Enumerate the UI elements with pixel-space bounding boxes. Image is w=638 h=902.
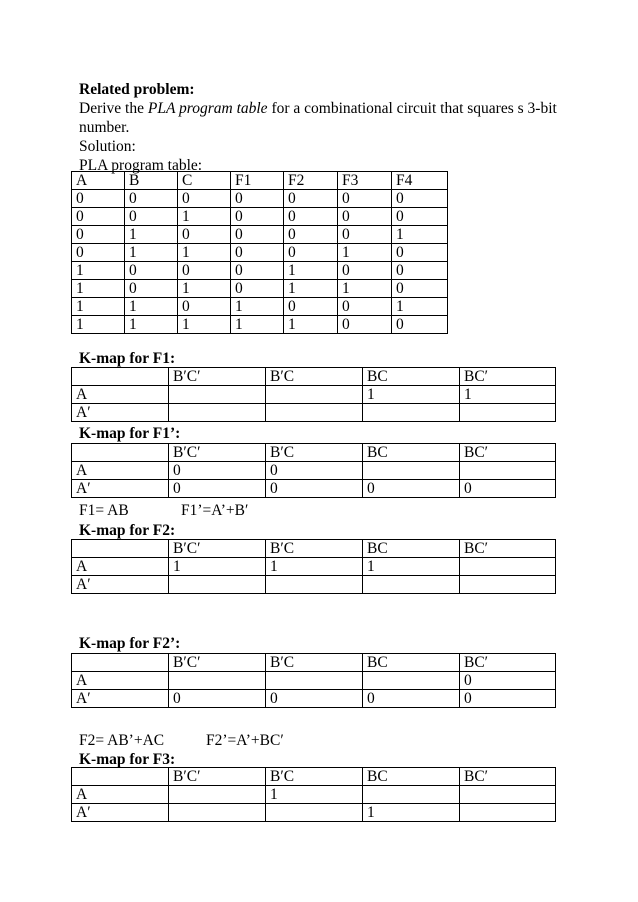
table-cell: 1	[72, 280, 125, 298]
equation-f1-complement: F1’=A’+B′	[181, 502, 249, 519]
kmap-row	[72, 462, 556, 480]
kmap-column-header: BC	[363, 368, 460, 386]
kmap-row-label: A	[72, 386, 169, 404]
kmap-row-label: A	[72, 786, 169, 804]
kmap-row	[72, 386, 556, 404]
table-cell: 1	[125, 244, 178, 262]
kmap-row	[72, 404, 556, 422]
table-cell: 0	[392, 262, 448, 280]
pla-table-label: PLA program table:	[79, 157, 203, 174]
kmap-row	[72, 672, 556, 690]
table-header-row	[72, 172, 448, 190]
table-cell: 0	[231, 226, 284, 244]
kmap-f2-title: K-map for F2:	[79, 522, 176, 539]
table-cell: 1	[338, 244, 392, 262]
kmap-row-label: A	[72, 462, 169, 480]
table-cell: 0	[338, 298, 392, 316]
table-cell: 0	[392, 244, 448, 262]
table-cell: 1	[392, 226, 448, 244]
kmap-column-header	[72, 540, 169, 558]
table-cell: 0	[392, 280, 448, 298]
table-cell: 0	[231, 280, 284, 298]
table-row	[72, 316, 448, 334]
kmap-cell	[169, 576, 266, 594]
column-header: F2	[284, 172, 338, 190]
kmap-cell: 1	[266, 558, 363, 576]
kmap-row	[72, 558, 556, 576]
kmap-cell	[363, 462, 460, 480]
kmap-cell	[169, 786, 266, 804]
table-cell: 1	[72, 298, 125, 316]
kmap-cell: 0	[363, 690, 460, 708]
kmap-cell	[363, 576, 460, 594]
kmap-f2-complement-title: K-map for F2’:	[79, 635, 181, 652]
kmap-cell	[266, 804, 363, 822]
kmap-cell: 0	[169, 462, 266, 480]
kmap-column-header: B′C′	[169, 654, 266, 672]
table-cell: 0	[284, 298, 338, 316]
table-row	[72, 208, 448, 226]
table-cell: 0	[338, 226, 392, 244]
kmap-row-label: A	[72, 558, 169, 576]
column-header: C	[178, 172, 231, 190]
kmap-cell	[363, 786, 460, 804]
equation-f2-complement: F2’=A’+BC′	[206, 732, 284, 749]
kmap-column-header: BC′	[460, 654, 556, 672]
kmap-f3-table	[71, 767, 556, 822]
kmap-cell: 0	[363, 480, 460, 498]
table-cell: 0	[125, 190, 178, 208]
kmap-cell	[266, 404, 363, 422]
kmap-cell: 0	[169, 480, 266, 498]
kmap-cell	[266, 576, 363, 594]
problem-text-emphasis: PLA program table	[147, 100, 268, 117]
kmap-header-row	[72, 654, 556, 672]
table-cell: 0	[392, 208, 448, 226]
kmap-header-row	[72, 540, 556, 558]
problem-statement-line2: number.	[79, 119, 130, 136]
equation-f1: F1= AB	[79, 502, 129, 519]
table-cell: 0	[72, 244, 125, 262]
table-cell: 0	[284, 208, 338, 226]
kmap-cell	[460, 576, 556, 594]
kmap-cell	[169, 404, 266, 422]
table-cell: 0	[72, 226, 125, 244]
table-cell: 1	[125, 316, 178, 334]
table-cell: 1	[231, 298, 284, 316]
kmap-row	[72, 786, 556, 804]
table-cell: 0	[178, 226, 231, 244]
kmap-cell: 0	[460, 690, 556, 708]
table-cell: 0	[125, 280, 178, 298]
kmap-column-header: BC′	[460, 768, 556, 786]
table-row	[72, 280, 448, 298]
table-cell: 1	[231, 316, 284, 334]
column-header: F1	[231, 172, 284, 190]
table-cell: 0	[284, 226, 338, 244]
table-cell: 1	[125, 226, 178, 244]
kmap-cell: 0	[266, 462, 363, 480]
kmap-column-header: B′C	[266, 654, 363, 672]
table-cell: 0	[178, 262, 231, 280]
kmap-cell	[363, 672, 460, 690]
table-row	[72, 244, 448, 262]
table-cell: 0	[338, 208, 392, 226]
table-cell: 0	[284, 244, 338, 262]
kmap-cell: 1	[266, 786, 363, 804]
kmap-cell	[460, 558, 556, 576]
kmap-cell: 1	[363, 386, 460, 404]
kmap-column-header: B′C′	[169, 368, 266, 386]
column-header: F3	[338, 172, 392, 190]
kmap-cell	[169, 672, 266, 690]
table-cell: 0	[338, 262, 392, 280]
kmap-cell: 0	[460, 480, 556, 498]
table-cell: 0	[178, 190, 231, 208]
kmap-row	[72, 804, 556, 822]
table-cell: 0	[72, 208, 125, 226]
table-row	[72, 190, 448, 208]
kmap-cell	[169, 386, 266, 404]
pla-program-table	[71, 171, 448, 334]
kmap-row	[72, 690, 556, 708]
kmap-f1-complement-title: K-map for F1’:	[79, 425, 181, 442]
kmap-cell	[266, 386, 363, 404]
kmap-cell	[363, 404, 460, 422]
kmap-cell: 0	[266, 690, 363, 708]
kmap-column-header	[72, 768, 169, 786]
table-cell: 0	[392, 316, 448, 334]
problem-text-post: for a combinational circuit that squares s 3-bit	[267, 100, 557, 117]
table-cell: 0	[231, 244, 284, 262]
kmap-column-header	[72, 368, 169, 386]
table-cell: 1	[125, 298, 178, 316]
kmap-column-header: BC′	[460, 444, 556, 462]
kmap-cell: 1	[460, 386, 556, 404]
table-cell: 1	[392, 298, 448, 316]
table-cell: 1	[338, 280, 392, 298]
kmap-header-row	[72, 768, 556, 786]
column-header: A	[72, 172, 125, 190]
kmap-row-label: A′	[72, 804, 169, 822]
problem-text-pre: Derive the	[79, 100, 148, 117]
table-cell: 0	[178, 298, 231, 316]
kmap-column-header: B′C	[266, 368, 363, 386]
kmap-cell: 0	[169, 690, 266, 708]
kmap-row-label: A	[72, 672, 169, 690]
kmap-row-label: A′	[72, 404, 169, 422]
kmap-cell: 1	[363, 558, 460, 576]
column-header: F4	[392, 172, 448, 190]
column-header: B	[125, 172, 178, 190]
kmap-row	[72, 480, 556, 498]
kmap-header-row	[72, 444, 556, 462]
kmap-cell: 1	[169, 558, 266, 576]
table-cell: 0	[125, 262, 178, 280]
table-row	[72, 262, 448, 280]
kmap-column-header: B′C	[266, 540, 363, 558]
table-row	[72, 298, 448, 316]
table-cell: 1	[284, 262, 338, 280]
kmap-header-row	[72, 368, 556, 386]
kmap-column-header: BC	[363, 444, 460, 462]
kmap-cell	[169, 804, 266, 822]
kmap-column-header: B′C′	[169, 768, 266, 786]
kmap-cell: 1	[363, 804, 460, 822]
kmap-column-header: BC	[363, 768, 460, 786]
table-cell: 0	[284, 190, 338, 208]
table-cell: 0	[231, 262, 284, 280]
table-cell: 1	[72, 262, 125, 280]
kmap-column-header	[72, 444, 169, 462]
kmap-column-header: BC	[363, 654, 460, 672]
table-cell: 0	[125, 208, 178, 226]
solution-label: Solution:	[79, 138, 136, 155]
table-cell: 1	[284, 316, 338, 334]
table-cell: 0	[231, 190, 284, 208]
table-cell: 1	[72, 316, 125, 334]
kmap-cell: 0	[460, 672, 556, 690]
kmap-row-label: A′	[72, 576, 169, 594]
kmap-row	[72, 576, 556, 594]
table-cell: 1	[178, 244, 231, 262]
kmap-row-label: A′	[72, 690, 169, 708]
kmap-column-header: BC′	[460, 540, 556, 558]
kmap-column-header: BC	[363, 540, 460, 558]
kmap-column-header: B′C	[266, 444, 363, 462]
table-cell: 1	[284, 280, 338, 298]
kmap-column-header: BC′	[460, 368, 556, 386]
kmap-cell: 0	[266, 480, 363, 498]
problem-statement	[79, 99, 557, 118]
kmap-column-header: B′C	[266, 768, 363, 786]
equation-f2: F2= AB’+AC	[79, 732, 165, 749]
kmap-f1-title: K-map for F1:	[79, 350, 176, 367]
kmap-column-header: B′C′	[169, 444, 266, 462]
kmap-row-label: A′	[72, 480, 169, 498]
kmap-cell	[460, 462, 556, 480]
table-cell: 0	[338, 190, 392, 208]
table-cell: 0	[338, 316, 392, 334]
kmap-cell	[460, 786, 556, 804]
table-cell: 1	[178, 208, 231, 226]
kmap-f2-table	[71, 539, 556, 594]
kmap-column-header: B′C′	[169, 540, 266, 558]
table-cell: 0	[231, 208, 284, 226]
table-cell: 1	[178, 316, 231, 334]
kmap-f1-table	[71, 367, 556, 422]
kmap-column-header	[72, 654, 169, 672]
kmap-cell	[266, 672, 363, 690]
related-problem-heading: Related problem:	[79, 81, 195, 98]
table-cell: 0	[72, 190, 125, 208]
table-cell: 0	[392, 190, 448, 208]
kmap-cell	[460, 804, 556, 822]
kmap-f3-title: K-map for F3:	[79, 751, 176, 768]
kmap-f1-complement-table	[71, 443, 556, 498]
kmap-f2-complement-table	[71, 653, 556, 708]
table-row	[72, 226, 448, 244]
table-cell: 1	[178, 280, 231, 298]
kmap-cell	[460, 404, 556, 422]
